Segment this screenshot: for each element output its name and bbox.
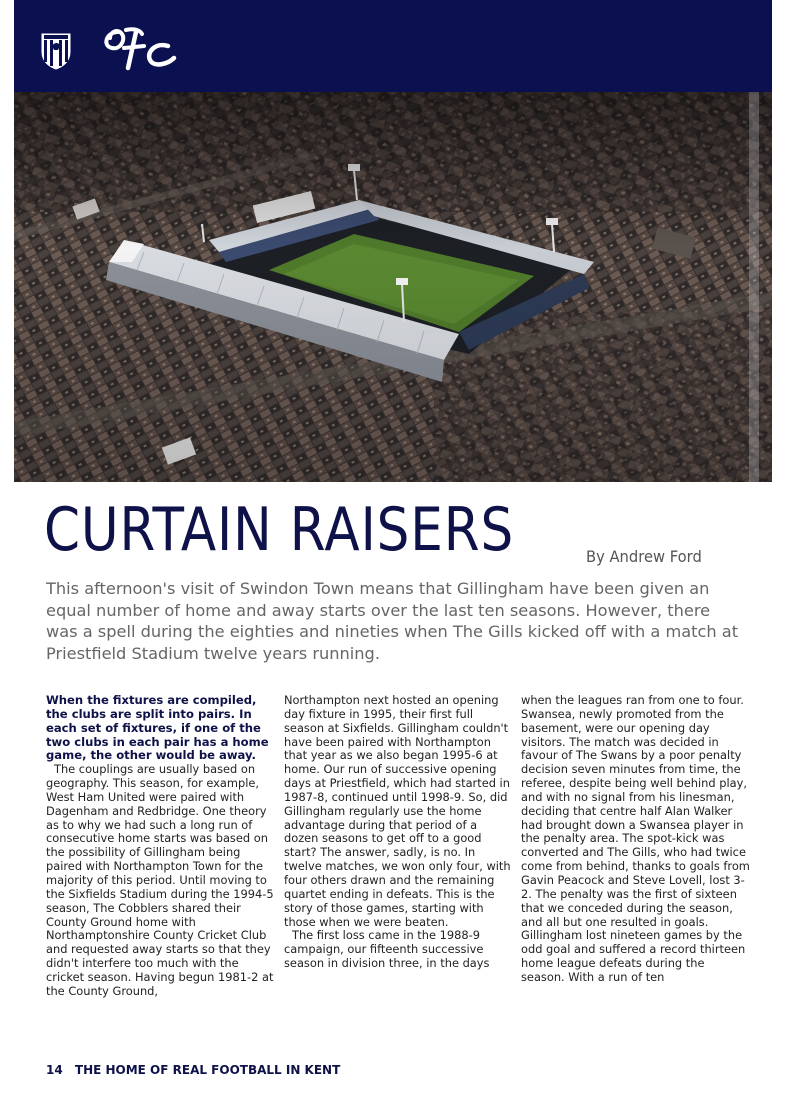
page-number: 14 — [46, 1063, 63, 1077]
body-paragraph: when the leagues ran from one to four. Swansea, newly promoted from the basement, were our opening day visitors. The match was decided in favour of The Swans by a poor penalty decision seven minutes from time, the referee, despite being well behind play, and with no signal from his linesman, deciding that centre half Alan Walker had brought down a Swansea player in the penalty area. The spot-kick was converted and The Gills, who had twice come from behind, thanks to goals from Gavin Peacock and Steve Lovell, lost 3-2. The penalty was the first of sixteen that we conceded during the season, and all but one resulted in goals. Gillingham lost nineteen games by the odd goal and suffered a record thirteen home league defeats during the season. With a run of ten — [521, 693, 750, 984]
aerial-stadium-photo — [14, 92, 772, 482]
article-byline: By Andrew Ford — [586, 547, 702, 566]
body-paragraph: The first loss came in the 1988-9 campaign, our fifteenth successive season in division three, in the days — [284, 928, 490, 971]
body-paragraph: Northampton next hosted an opening day fixture in 1995, their first full season at Sixfields. Gillingham couldn't have been paired with Northampton that year as we also began 1995-6 at home. Our run of successive opening days at Priestfield, which had started in 1987-8, continued until 1998-9. So, did Gillingham regularly use the home advantage during that period of a dozen seasons to get off to a good start? The answer, sadly, is no. In twelve matches, we won only four, with four others drawn and the remaining quartet ending in defeats. This is the story of those games, starting with those when we were beaten. — [284, 693, 511, 929]
header-banner — [14, 0, 772, 92]
article-column-2 — [284, 694, 514, 971]
lead-paragraph: When the fixtures are compiled, the clubs are split into pairs. In each set of fixtures, if one of the two clubs in each pair has a home game, the other would be away. — [46, 693, 269, 763]
article-intro: This afternoon's visit of Swindon Town means that Gillingham have been given an equal number of home and away starts over the last ten seasons. However, there was a spell during the eighties and nineties when The Gills kicked off with a match at Priestfield Stadium twelve years running. — [46, 579, 739, 663]
body-paragraph: The couplings are usually based on geography. This season, for example, West Ham United were paired with Dagenham and Redbridge. One theory as to why we had such a long run of consecutive home starts was based on the possibility of Gillingham being paired with Northampton Town for the majority of this period. Until moving to the Sixfields Stadium during the 1994-5 season, The Cobblers shared their County Ground home with Northamptonshire County Cricket Club and requested away starts so that they didn't interfere too much with the cricket season. Having begun 1981-2 at the County Ground, — [46, 762, 274, 998]
page-footer — [46, 1063, 340, 1077]
article-title: CURTAIN RAISERS — [44, 495, 515, 565]
gfc-monogram-logo — [96, 22, 186, 78]
footer-tagline: THE HOME OF REAL FOOTBALL IN KENT — [74, 1063, 341, 1077]
gillingham-crest-icon — [40, 30, 72, 70]
stadium-aerial-photo — [14, 92, 772, 482]
article-column-1 — [46, 694, 274, 999]
article-column-3 — [521, 694, 751, 985]
